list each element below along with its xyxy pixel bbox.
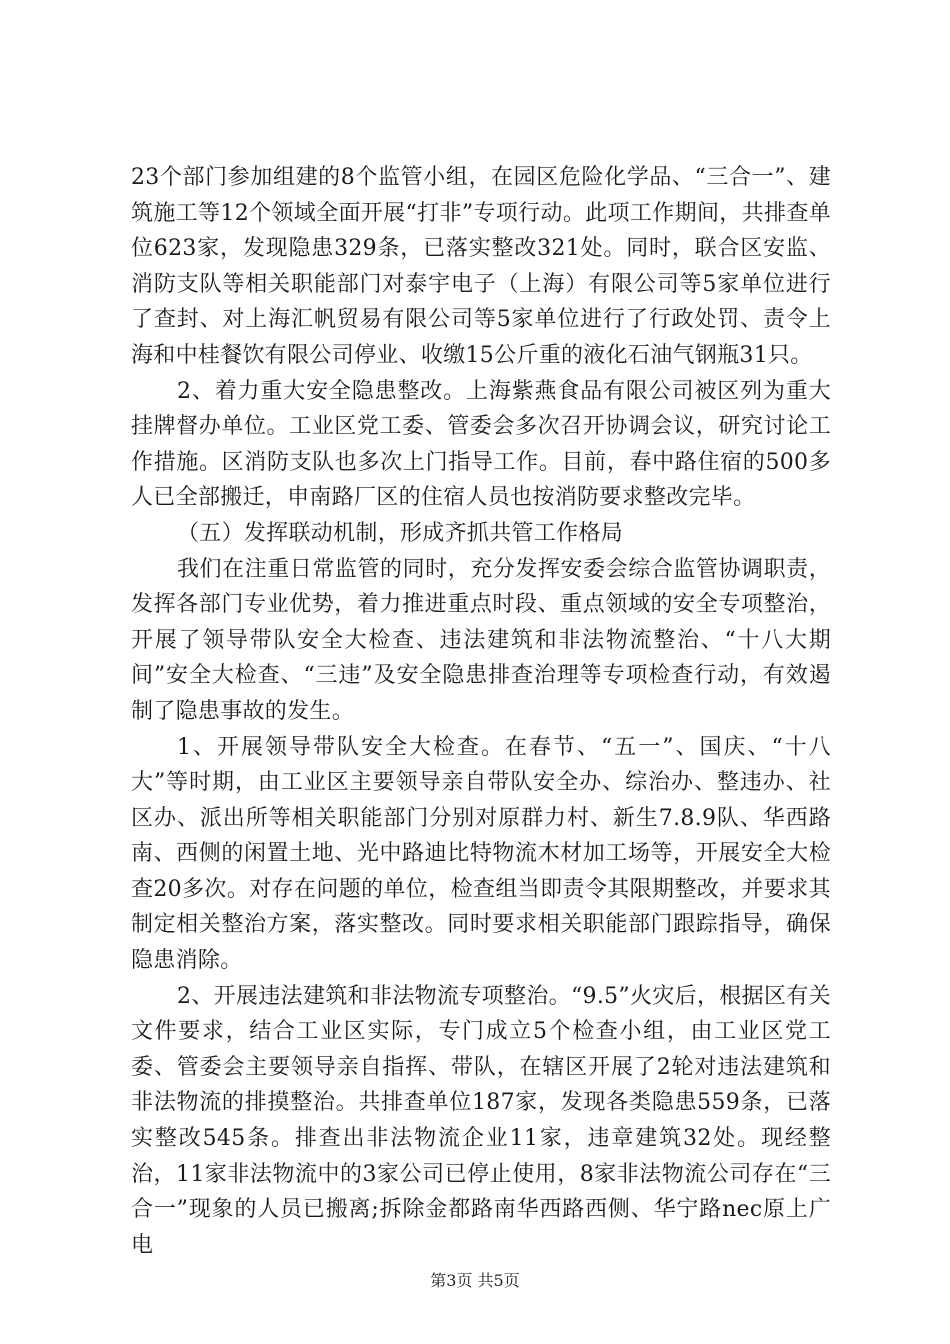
- paragraph-major-hazard-rectification: 2、着力重大安全隐患整改。上海紫燕食品有限公司被区列为重大挂牌督办单位。工业区党工委、管委会多次召开协调会议，研究讨论工作措施。区消防支队也多次上门指导工作。目前，春中路住宿的500多人已全部搬迁，申南路厂区的住宿人员也按消防要求整改完毕。: [131, 378, 831, 511]
- paragraph-illegal-building-logistics: 2、开展违法建筑和非法物流专项整治。“9.5”火灾后，根据区有关文件要求，结合工业区实际，专门成立5个检查小组，由工业区党工委、管委会主要领导亲自指挥、带队，在辖区开展了2轮对违法建筑和非法物流的排摸整治。共排查单位187家，发现各类隐患559条，已落实整改545条。排查出非法物流企业11家，违章建筑32处。现经整治，11家非法物流中的3家公司已停止使用，8家非法物流公司存在“三合一”现象的人员已搬离;拆除金都路南华西路西侧、华宁路nec原上广电: [131, 983, 831, 1258]
- document-body: [131, 160, 831, 1263]
- paragraph-supervision-groups: 23个部门参加组建的8个监管小组，在园区危险化学品、“三合一”、建筑施工等12个领域全面开展“打非”专项行动。此项工作期间，共排查单位623家，发现隐患329条，已落实整改321处。同时，联合区安监、消防支队等相关职能部门对泰宇电子（上海）有限公司等5家单位进行了查封、对上海汇帆贸易有限公司等5家单位进行了行政处罚、责令上海和中桂餐饮有限公司停业、收缴15公斤重的液化石油气钢瓶31只。: [131, 165, 831, 368]
- paragraph-leadership-inspection: 1、开展领导带队安全大检查。在春节、“五一”、国庆、“十八大”等时期，由工业区主要领导亲自带队安全办、综治办、整违办、社区办、派出所等相关职能部门分别对原群力村、新生7.8.9队、华西路南、西侧的闲置土地、光中路迪比特物流木材加工场等，开展安全大检查20多次。对存在问题的单位，检查组当即责令其限期整改，并要求其制定相关整治方案，落实整改。同时要求相关职能部门跟踪指导，确保隐患消除。: [131, 734, 831, 974]
- section-heading-linkage-mechanism: （五）发挥联动机制，形成齐抓共管工作格局: [177, 520, 624, 546]
- paragraph-joint-supervision: 我们在注重日常监管的同时，充分发挥安委会综合监管协调职责，发挥各部门专业优势，着力推进重点时段、重点领域的安全专项整治，开展了领导带队安全大检查、违法建筑和非法物流整治、“十八大期间”安全大检查、“三违”及安全隐患排查治理等专项检查行动，有效遏制了隐患事故的发生。: [131, 556, 831, 724]
- page-number-footer: 第3页 共5页: [430, 1271, 520, 1290]
